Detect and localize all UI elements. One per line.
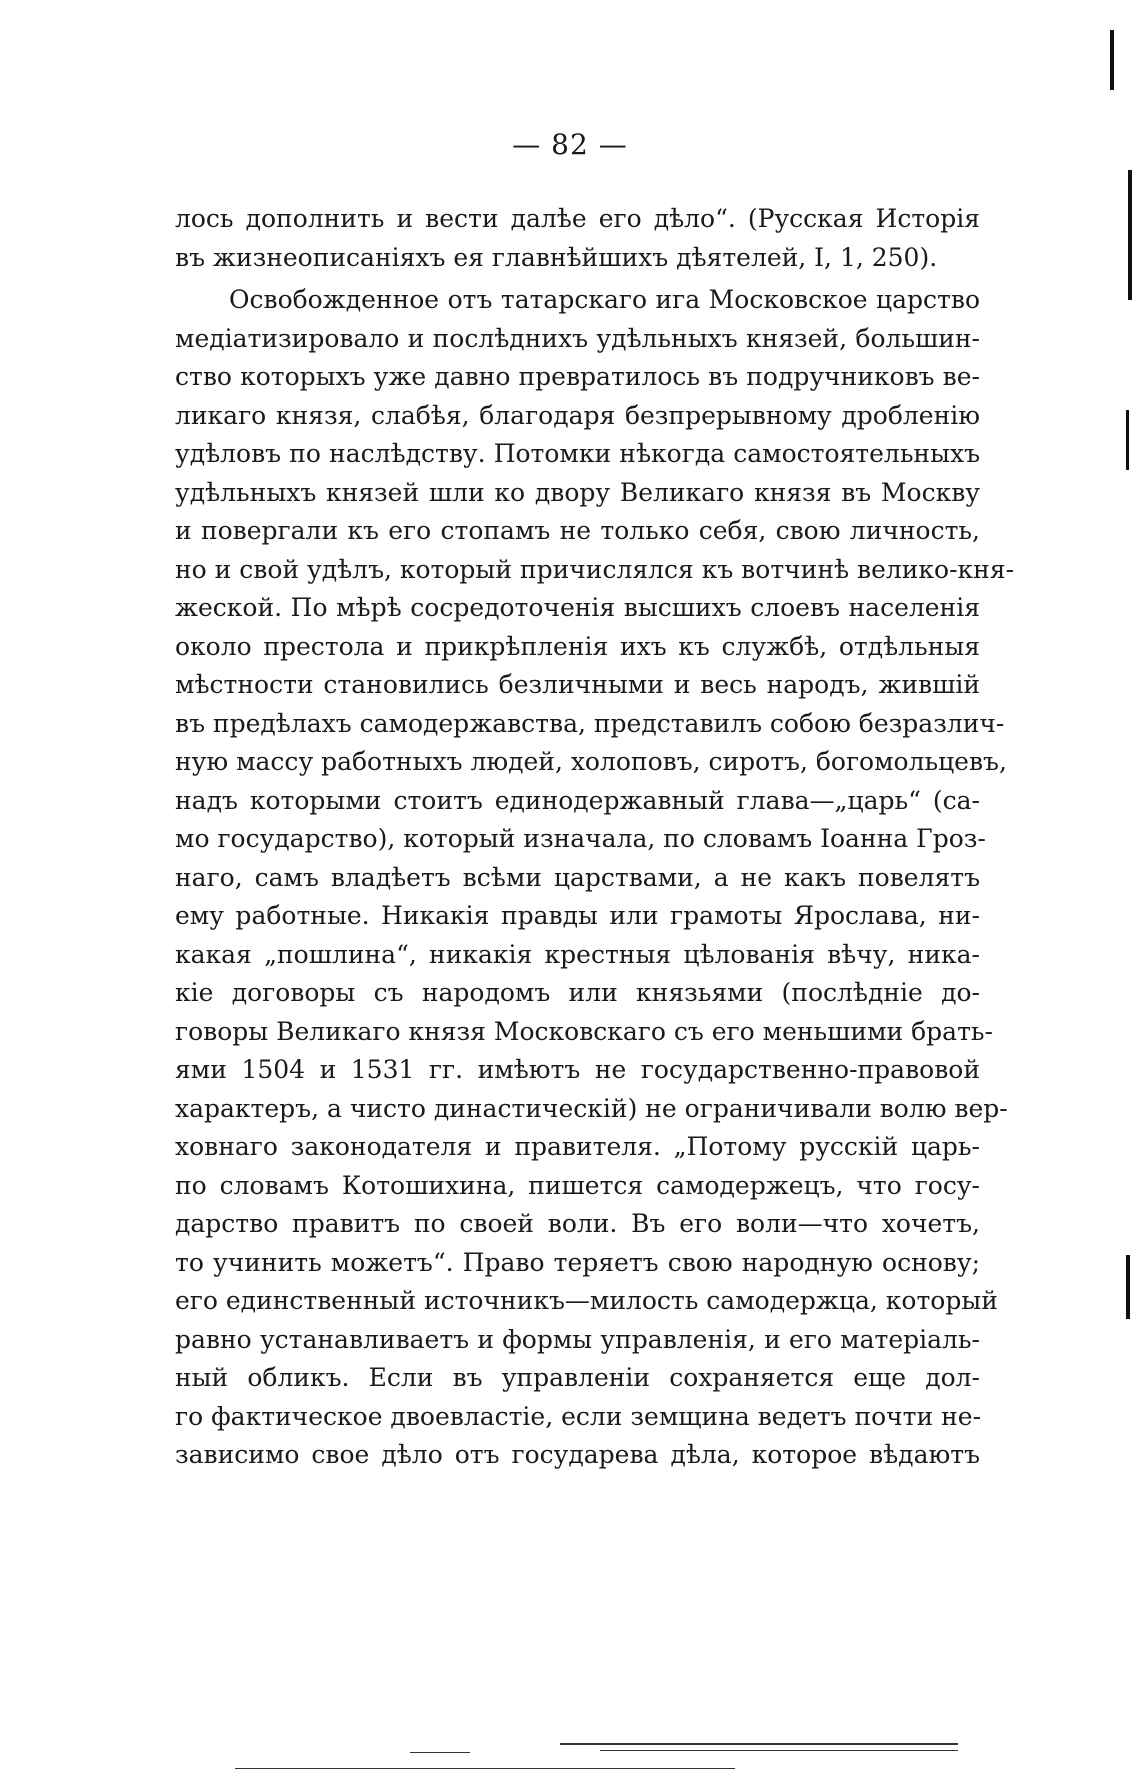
paragraph-1 — [175, 200, 980, 277]
text-line: то учинить можетъ“. Право теряетъ свою народную основу; — [175, 1247, 980, 1277]
text-line: дарство правитъ по своей воли. Въ его воли—что хочетъ, — [175, 1209, 980, 1238]
paragraph-2 — [175, 281, 1015, 1475]
scan-edge-mark — [1126, 1255, 1130, 1319]
text-line: около престола и прикрѣпленія ихъ къ службѣ, отдѣльныя — [175, 631, 980, 661]
text-line: кіе договоры съ народомъ или князьями (послѣдніе до- — [175, 978, 980, 1007]
text-line: наго, самъ владѣетъ всѣми царствами, а не какъ повелятъ — [175, 862, 980, 892]
text-line: въ жизнеописаніяхъ ея главнѣйшихъ дѣятелей, I, 1, 250). — [175, 242, 938, 272]
bottom-rule — [235, 1768, 735, 1769]
text-line: го фактическое двоевластіе, если земщина ведетъ почти не- — [175, 1401, 982, 1431]
body-text — [175, 200, 1015, 1475]
text-line: мо государство), который изначала, по словамъ Іоанна Гроз- — [175, 824, 986, 853]
text-line: зависимо свое дѣло отъ государева дѣла, которое вѣдаютъ — [175, 1440, 980, 1469]
bottom-rule — [560, 1743, 958, 1745]
text-line: ховнаго законодателя и правителя. „Потому русскій царь- — [175, 1132, 980, 1161]
text-line: и повергали къ его стопамъ не только себя, свою личность, — [175, 516, 980, 545]
scan-edge-mark — [1110, 30, 1114, 90]
scan-edge-mark — [1126, 410, 1129, 470]
text-line: ную массу работныхъ людей, холоповъ, сиротъ, богомольцевъ, — [175, 747, 1007, 776]
text-line: равно устанавливаетъ и формы управленія, и его матеріаль- — [175, 1324, 980, 1354]
scan-edge-mark — [1128, 170, 1132, 300]
bottom-rule — [600, 1750, 958, 1751]
text-line: удѣльныхъ князей шли ко двору Великаго князя въ Москву — [175, 477, 980, 507]
text-line: по словамъ Котошихина, пишется самодержецъ, что госу- — [175, 1170, 980, 1200]
text-line: ство которыхъ уже давно превратилось въ подручниковъ ве- — [175, 362, 980, 391]
text-line: ями 1504 и 1531 гг. имѣютъ не государственно-правовой — [175, 1055, 980, 1084]
text-line: лось дополнить и вести далѣе его дѣло“. (Русская Исторія — [175, 204, 980, 233]
text-line: медіатизировало и послѣднихъ удѣльныхъ князей, большин- — [175, 323, 980, 353]
text-line: говоры Великаго князя Московскаго съ его меньшими брать- — [175, 1016, 993, 1046]
bottom-rule — [410, 1752, 470, 1753]
text-line: ликаго князя, слабѣя, благодаря безпрерывному дробленію — [175, 400, 980, 430]
text-line: какая „пошлина“, никакія крестныя цѣлованія вѣчу, ника- — [175, 939, 980, 969]
text-line: характеръ, а чисто династическій) не ограничивали волю вер- — [175, 1093, 1008, 1123]
text-line: жеской. По мѣрѣ сосредоточенія высшихъ слоевъ населенія — [175, 593, 980, 622]
text-line: но и свой удѣлъ, который причислялся къ вотчинѣ велико-кня- — [175, 554, 1015, 584]
text-line: удѣловъ по наслѣдству. Потомки нѣкогда самостоятельныхъ — [175, 439, 980, 468]
text-line: его единственный источникъ—милость самодержца, который — [175, 1286, 998, 1315]
page-number: — 82 — — [512, 128, 628, 161]
text-line: мѣстности становились безличными и весь народъ, жившій — [175, 670, 980, 699]
text-line: ный обликъ. Если въ управленіи сохраняется еще дол- — [175, 1363, 980, 1392]
text-line: въ предѣлахъ самодержавства, представилъ собою безразлич- — [175, 708, 1005, 738]
text-line: ему работные. Никакія правды или грамоты Ярослава, ни- — [175, 901, 980, 930]
text-line: Освобожденное отъ татарскаго ига Московское царство — [229, 285, 980, 314]
text-line: надъ которыми стоитъ единодержавный глава—„царь“ (са- — [175, 785, 980, 815]
